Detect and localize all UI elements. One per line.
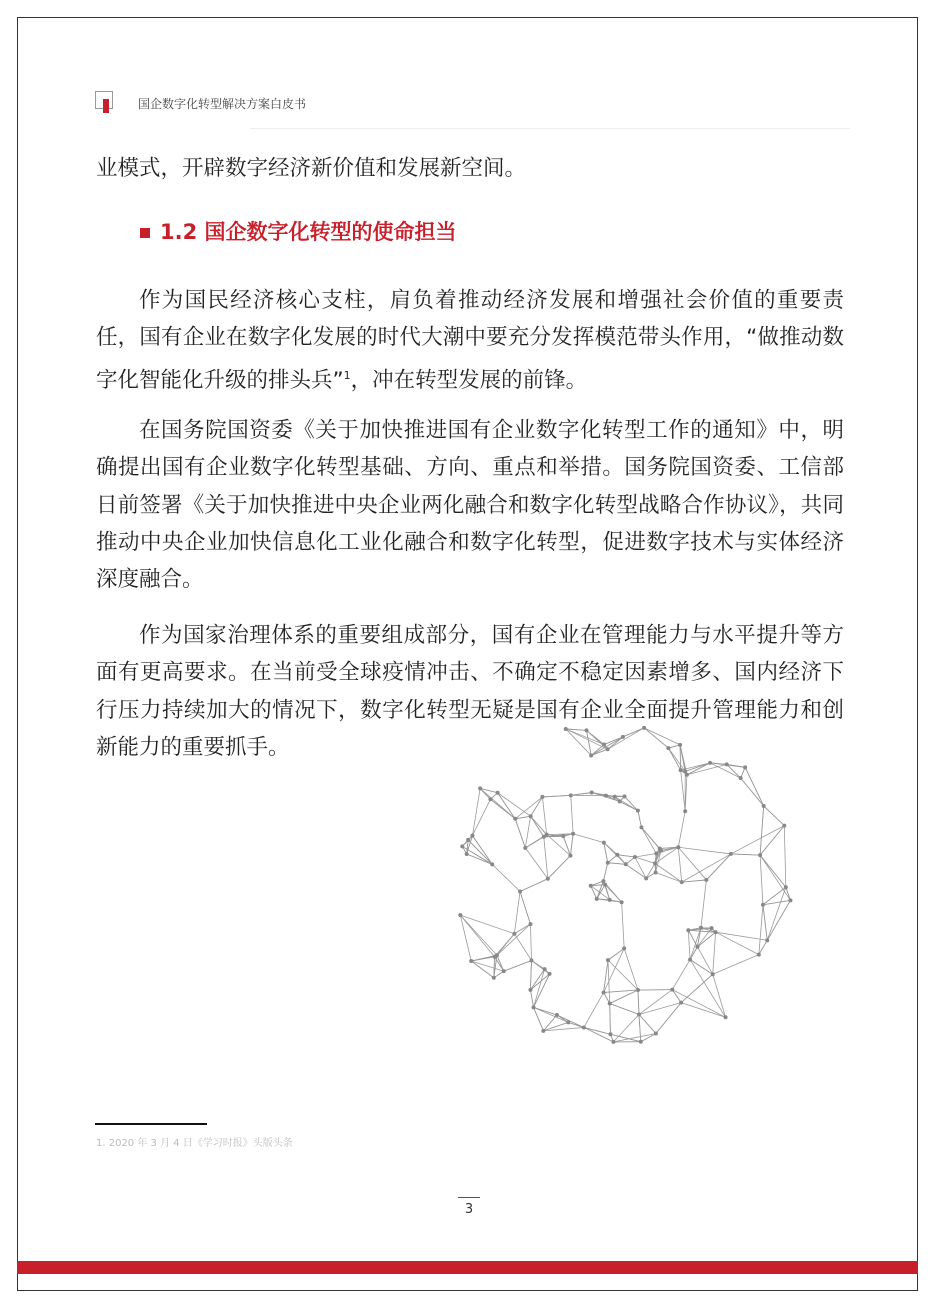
network-edge: [678, 811, 685, 847]
paragraph-tail: ，冲在转型发展的前锋。: [350, 367, 588, 393]
network-node: [782, 824, 786, 828]
network-edge: [760, 826, 784, 855]
network-edge: [608, 737, 623, 749]
network-node: [523, 846, 527, 850]
network-node: [460, 844, 464, 848]
network-node: [518, 890, 522, 894]
network-edge: [530, 990, 533, 1007]
network-edge: [608, 863, 626, 865]
network-edge: [544, 837, 548, 879]
network-edge: [603, 863, 607, 881]
network-node: [685, 773, 689, 777]
network-edge: [492, 864, 520, 891]
network-edge: [760, 855, 786, 887]
network-node: [711, 972, 715, 976]
logo-accent-icon: [103, 99, 109, 113]
network-node: [470, 834, 474, 838]
network-node: [724, 1015, 728, 1019]
network-node: [611, 1040, 615, 1044]
network-edge: [520, 892, 530, 925]
network-node: [739, 776, 743, 780]
network-edge: [668, 748, 680, 770]
network-node: [495, 953, 499, 957]
network-node: [512, 932, 516, 936]
network-node: [458, 913, 462, 917]
network-node: [683, 809, 687, 813]
network-node: [604, 794, 608, 798]
network-node: [548, 972, 552, 976]
network-node: [695, 945, 699, 949]
network-edge: [515, 819, 525, 848]
network-edge: [656, 872, 682, 882]
network-node: [529, 814, 533, 818]
paragraph-text: 在国务院国资委《关于加快推进国有企业数字化转型工作的通知》中，明确提出国有企业数字化转型基础、方向、重点和举措。国务院国资委、工信部日前签署《关于加快推进中央企业两化融合和数字化转型战略合作协议》，共同推动中央企业加快信息化工业化融合和数字化转型，促进数字技术与实体经济深度融合。: [96, 418, 844, 593]
network-node: [676, 845, 680, 849]
network-edge: [622, 902, 625, 948]
network-node: [704, 878, 708, 882]
network-node: [622, 794, 626, 798]
network-edge: [784, 826, 786, 888]
network-node: [608, 1032, 612, 1036]
network-edge: [498, 793, 531, 816]
page-number-rule: [458, 1197, 480, 1198]
network-node: [699, 926, 703, 930]
network-edge: [701, 880, 706, 928]
network-edge: [688, 930, 697, 947]
network-node: [589, 884, 593, 888]
network-edge: [623, 728, 644, 737]
network-node: [621, 735, 625, 739]
network-edge: [571, 795, 573, 833]
network-node: [765, 938, 769, 942]
network-node: [496, 791, 500, 795]
network-node: [465, 852, 469, 856]
paragraph-text: 作为国民经济核心支柱，肩负着推动经济发展和增强社会价值的重要责任，国有企业在数字化发展的时代大潮中要充分发挥模范带头作用，“做推动数字化智能化升级的排头兵”: [96, 288, 844, 393]
network-node: [582, 1025, 586, 1029]
network-node: [639, 825, 643, 829]
network-node: [678, 743, 682, 747]
network-edge: [557, 1015, 584, 1027]
network-node: [606, 861, 610, 865]
network-edge: [531, 960, 549, 973]
network-edge: [542, 797, 546, 835]
network-node: [608, 1002, 612, 1006]
network-edge: [687, 763, 710, 775]
network-node: [725, 762, 729, 766]
network-edge: [531, 797, 543, 816]
network-node: [636, 809, 640, 813]
network-edge: [504, 960, 532, 971]
network-node: [762, 804, 766, 808]
network-edge: [471, 961, 494, 978]
network-edge: [655, 863, 682, 882]
network-edge: [678, 847, 706, 880]
paragraph-2: [96, 412, 844, 598]
network-edge: [608, 728, 644, 749]
network-node: [555, 1013, 559, 1017]
network-edge: [495, 934, 515, 957]
network-node: [543, 967, 547, 971]
network-edge: [688, 930, 690, 959]
network-edge: [763, 900, 791, 904]
network-node: [528, 922, 532, 926]
network-edge: [682, 854, 731, 882]
network-edge: [639, 1003, 681, 1015]
network-node: [618, 799, 622, 803]
network-edge: [531, 816, 547, 834]
network-edge: [531, 816, 544, 837]
network-node: [608, 898, 612, 902]
network-node: [758, 853, 762, 857]
network-node: [546, 877, 550, 881]
footnote: 1. 2020 年 3 月 4 日《学习时报》头版头条: [96, 1138, 293, 1149]
network-node: [502, 969, 506, 973]
network-node: [642, 726, 646, 730]
network-edge: [604, 737, 623, 745]
network-edge: [608, 960, 638, 990]
footnote-rule: [95, 1123, 207, 1125]
network-node: [620, 900, 624, 904]
network-node: [602, 743, 606, 747]
network-edge: [530, 960, 531, 989]
network-node: [566, 1020, 570, 1024]
network-node: [568, 854, 572, 858]
network-edge: [678, 847, 731, 854]
network-node: [603, 883, 607, 887]
network-edge: [471, 961, 504, 971]
network-node: [561, 834, 565, 838]
network-node: [644, 876, 648, 880]
network-illustration: [440, 715, 810, 1055]
network-edge: [610, 1004, 639, 1015]
network-edge: [571, 793, 592, 796]
network-node: [492, 976, 496, 980]
network-edge: [690, 960, 713, 975]
network-edge: [548, 856, 571, 879]
network-node: [571, 832, 575, 836]
network-edge: [591, 737, 623, 756]
network-edge: [713, 955, 759, 975]
network-edge: [617, 855, 635, 857]
header-rule: [250, 128, 850, 129]
network-node: [636, 988, 640, 992]
network-node: [757, 953, 761, 957]
network-edge: [638, 990, 639, 1014]
network-edge: [713, 974, 726, 1017]
network-node: [654, 1032, 658, 1036]
paragraph-text: 作为国家治理体系的重要组成部分，国有企业在管理能力与水平提升等方面有更高要求。在当前受全球疫情冲击、不确定不稳定因素增多、国内经济下行压力持续加大的情况下，数字化转型无疑是国有企业全面提升管理能力和创新能力的重要抓手。: [96, 623, 844, 760]
network-node: [595, 897, 599, 901]
network-edge: [525, 816, 530, 848]
network-node: [585, 728, 589, 732]
network-edge: [764, 806, 785, 826]
network-edge: [706, 854, 731, 880]
network-node: [710, 926, 714, 930]
network-node: [615, 853, 619, 857]
network-node: [613, 795, 617, 799]
network-edge: [497, 955, 504, 971]
network-node: [601, 879, 605, 883]
network-edge: [681, 1003, 725, 1018]
network-node: [714, 930, 718, 934]
network-edge: [534, 1007, 557, 1015]
network-node: [602, 990, 606, 994]
section-title: 国企数字化转型的使命担当: [204, 220, 457, 244]
network-node: [589, 753, 593, 757]
network-edge: [646, 863, 655, 878]
network-edge: [514, 892, 520, 934]
network-edge: [681, 770, 686, 811]
network-edge: [678, 847, 681, 882]
network-node: [729, 852, 733, 856]
network-edge: [514, 934, 531, 961]
network-node: [606, 958, 610, 962]
network-node: [622, 946, 626, 950]
network-node: [654, 870, 658, 874]
network-edge: [610, 1004, 611, 1035]
network-edge: [626, 864, 646, 878]
network-edge: [760, 806, 764, 855]
network-node: [633, 855, 637, 859]
network-edge: [573, 834, 604, 843]
network-edge: [638, 811, 642, 828]
network-node: [513, 817, 517, 821]
network-node: [564, 727, 568, 731]
network-node: [679, 1001, 683, 1005]
network-edge: [760, 855, 763, 905]
network-edge: [656, 1003, 681, 1034]
network-edge: [763, 905, 767, 941]
network-node: [637, 1012, 641, 1016]
network-edge: [672, 960, 690, 990]
network-edge: [641, 827, 661, 850]
network-node: [466, 838, 470, 842]
network-node: [708, 761, 712, 765]
network-edge: [731, 854, 760, 855]
network-node: [666, 746, 670, 750]
network-edge: [690, 960, 725, 1018]
network-node: [654, 852, 658, 856]
section-number: 1.2: [160, 220, 198, 244]
network-node: [529, 958, 533, 962]
network-node: [541, 1029, 545, 1033]
network-edge: [584, 992, 604, 1027]
network-node: [624, 862, 628, 866]
network-node: [653, 861, 657, 865]
network-edge: [570, 834, 573, 856]
network-edge: [542, 795, 570, 797]
network-edge: [641, 827, 656, 853]
network-node: [478, 786, 482, 790]
network-edge: [639, 990, 672, 1015]
section-heading: [140, 216, 457, 246]
network-edge: [591, 745, 604, 756]
network-node: [602, 841, 606, 845]
intro-line: 业模式，开辟数字经济新价值和发展新空间。: [96, 156, 527, 181]
network-edge: [639, 1014, 641, 1041]
network-node: [528, 988, 532, 992]
network-node: [761, 903, 765, 907]
network-node: [590, 791, 594, 795]
network-node: [679, 768, 683, 772]
paragraph-1: [96, 282, 844, 399]
network-edge: [687, 764, 727, 774]
network-node: [569, 793, 573, 797]
network-edge: [514, 924, 530, 934]
network-node: [606, 747, 610, 751]
network-node: [469, 959, 473, 963]
network-node: [639, 1040, 643, 1044]
network-node: [788, 898, 792, 902]
network-node: [686, 928, 690, 932]
network-edge: [731, 826, 784, 854]
page-number: 3: [464, 1202, 474, 1217]
network-node: [490, 862, 494, 866]
network-edge: [525, 848, 548, 879]
network-edge: [713, 932, 716, 974]
network-node: [658, 847, 662, 851]
network-node: [488, 797, 492, 801]
network-edge: [697, 947, 712, 975]
footnote-ref[interactable]: 1: [343, 368, 351, 382]
network-node: [743, 765, 747, 769]
network-edge: [639, 1014, 656, 1033]
bullet-square-icon: [140, 228, 150, 238]
network-node: [683, 769, 687, 773]
network-node: [540, 795, 544, 799]
footer-red-bar: [17, 1261, 918, 1274]
network-node: [532, 1005, 536, 1009]
network-node: [545, 833, 549, 837]
network-edge: [624, 948, 638, 990]
network-node: [670, 988, 674, 992]
header-title: 国企数字化转型解决方案白皮书: [138, 97, 307, 111]
network-edge: [584, 1027, 611, 1034]
network-node: [784, 885, 788, 889]
network-edge: [759, 905, 763, 955]
network-edge: [635, 854, 656, 857]
network-edge: [530, 924, 531, 960]
network-edge: [520, 879, 548, 892]
network-node: [688, 958, 692, 962]
network-node: [680, 880, 684, 884]
